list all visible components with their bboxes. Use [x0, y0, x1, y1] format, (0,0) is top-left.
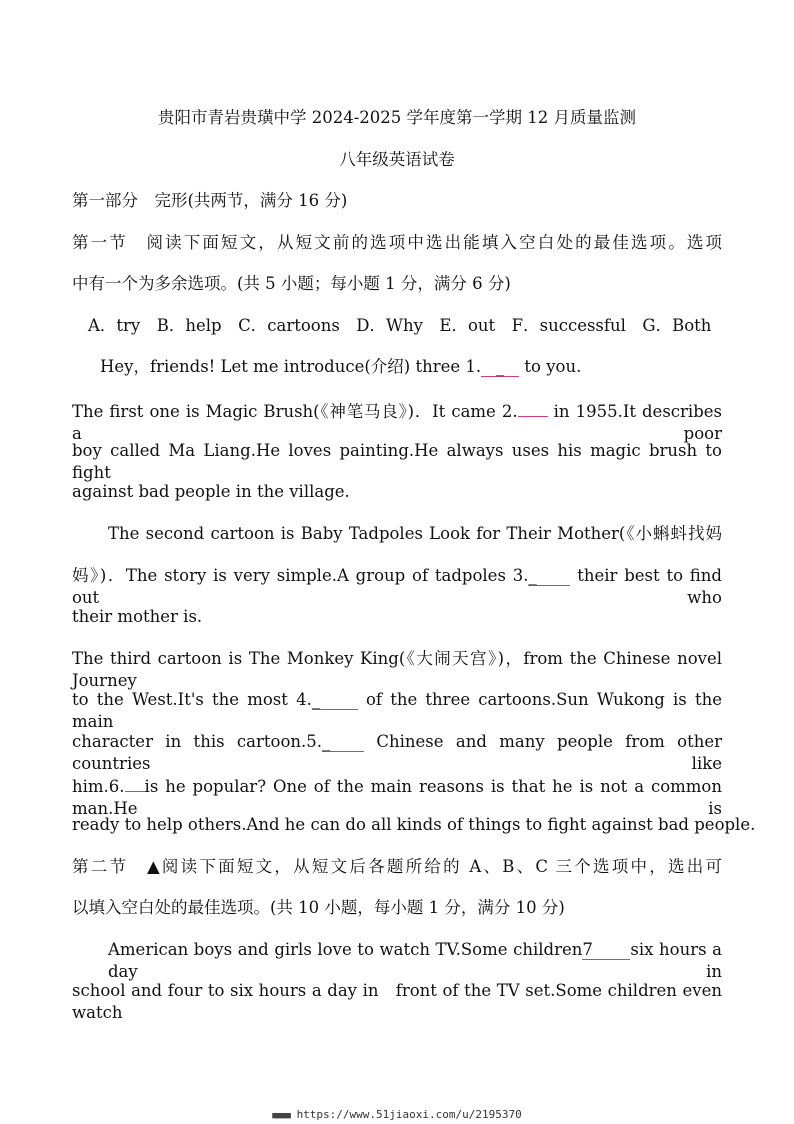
- passage-line: against bad people in the village.: [72, 482, 350, 501]
- blank-7[interactable]: 7: [582, 941, 630, 960]
- passage-text: 妈》)．The story is very simple.A group of tadpoles 3.: [72, 566, 529, 585]
- blank-6[interactable]: [125, 773, 145, 792]
- passage-line: The third cartoon is The Monkey King(《大闹天宫》)，from the Chinese novel Journey: [72, 649, 722, 690]
- section2-instruction-line2: 以填入空白处的最佳选项。(共 10 小题，每小题 1 分，满分 10 分): [72, 898, 565, 917]
- exam-subtitle: 八年级英语试卷: [339, 150, 455, 169]
- passage-text: to you.: [519, 357, 582, 376]
- watermark-footer: [0, 1108, 794, 1121]
- exam-title: 贵阳市青岩贵璜中学 2024-2025 学年度第一学期 12 月质量监测: [157, 108, 637, 127]
- passage-line: [72, 398, 722, 445]
- passage-text: Hey，friends! Let me introduce(介绍) three 1.: [100, 357, 482, 376]
- passage-text: character in this cartoon.5.: [72, 732, 322, 751]
- passage-text: The first one is Magic Brush(《神笔马良》)．It came 2.: [72, 402, 518, 421]
- passage-line: [108, 939, 722, 983]
- passage-line: their mother is.: [72, 607, 203, 626]
- site-logo: ■■■■: [272, 1111, 290, 1121]
- passage-text: in 1955.It describes a poor: [72, 402, 722, 443]
- passage-text: Chinese and many people from other countries like: [72, 732, 722, 773]
- passage-line: [100, 356, 750, 378]
- passage-line: The second cartoon is Baby Tadpoles Look for Their Mother(《小蝌蚪找妈: [108, 524, 722, 543]
- passage-line: boy called Ma Liang.He loves painting.He always uses his magic brush to fight: [72, 441, 722, 482]
- passage-text: six hours a day in: [108, 940, 723, 981]
- passage-text: their best to find out who: [72, 566, 722, 607]
- blank-4[interactable]: _: [312, 691, 358, 710]
- passage-line: [72, 773, 722, 820]
- option-list: A．try B．help C．cartoons D．Why E．out F．successful G．Both: [88, 316, 712, 335]
- passage-text: him.6.: [72, 777, 125, 796]
- passage-text: is he popular? One of the main reasons is that he is not a common man.He is: [72, 777, 722, 818]
- blank-2[interactable]: [518, 398, 548, 417]
- passage-line: [72, 731, 722, 775]
- blank-3[interactable]: _: [528, 567, 570, 586]
- passage-text: of the three cartoons.Sun Wukong is the main: [72, 690, 722, 731]
- passage-line: [72, 689, 722, 733]
- section2-instruction-line1: 第二节 ▲阅读下面短文，从短文后各题所给的 A、B、C 三个选项中，选出可: [72, 857, 722, 876]
- passage-line: [72, 565, 722, 609]
- footer-url[interactable]: https://www.51jiaoxi.com/u/2195370: [296, 1108, 522, 1121]
- passage-line: ready to help others.And he can do all kinds of things to fight against bad people.: [72, 815, 756, 834]
- section1-instruction-line1: 第一节 阅读下面短文，从短文前的选项中选出能填入空白处的最佳选项。选项: [72, 233, 722, 252]
- section1-instruction-line2: 中有一个为多余选项。(共 5 小题；每小题 1 分，满分 6 分): [72, 274, 511, 293]
- passage-line: school and four to six hours a day in front of the TV set.Some children even watch: [72, 981, 722, 1022]
- passage-text: to the West.It's the most 4.: [72, 690, 312, 709]
- part1-heading: 第一部分 完形(共两节，满分 16 分): [72, 191, 348, 210]
- blank-5[interactable]: _: [322, 733, 364, 752]
- passage-text: American boys and girls love to watch TV.Some children: [108, 940, 583, 959]
- blank-1[interactable]: _: [481, 358, 519, 377]
